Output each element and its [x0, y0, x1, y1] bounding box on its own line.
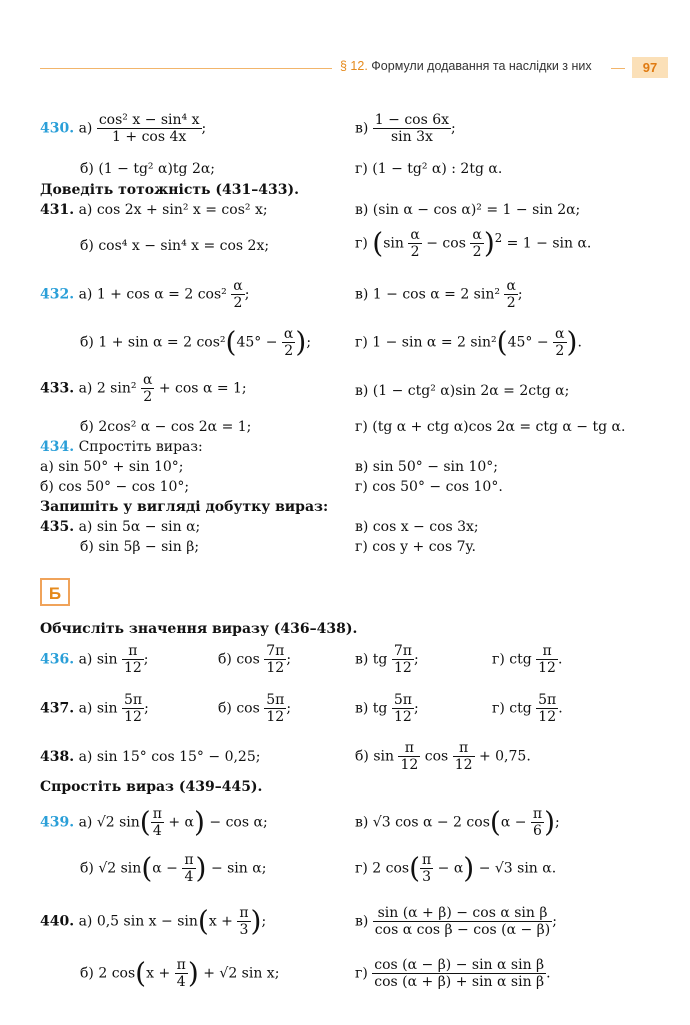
problem-435-b: б) sin 5β − sin β;: [80, 539, 200, 555]
problem-431-v: в) (sin α − cos α)² = 1 − sin 2α;: [355, 202, 581, 218]
problem-435-v: в) cos x − cos 3x;: [355, 519, 479, 535]
problem-430-b: б) (1 − tg² α)tg 2α;: [80, 161, 216, 177]
instruction-439-445: Спростіть вираз (439–445).: [40, 779, 263, 795]
problem-434-g: г) cos 50° − cos 10°.: [355, 479, 503, 495]
problem-431-b: б) cos⁴ x − sin⁴ x = cos 2x;: [80, 238, 270, 254]
problem-435-g: г) cos y + cos 7y.: [355, 539, 477, 555]
problem-436-v: в) tg $\frac{7\pi}{12}$ ;: [355, 643, 419, 676]
problem-433-g: г) (tg α + ctg α)cos 2α = ctg α − tg α.: [355, 419, 626, 435]
problem-433-a: 433. а) 2 sin² $\frac{\alpha}{2}$ + cos α = 1;: [40, 372, 247, 405]
problem-434-a: а) sin 50° + sin 10°;: [40, 459, 184, 475]
section-number: § 12.: [340, 59, 368, 73]
problem-432-a: 432. а) 1 + cos α = 2 cos² $\frac{\alpha}{2}$ ;: [40, 278, 250, 311]
problem-436-g: г) ctg $\frac{\pi}{12}$ .: [492, 643, 563, 676]
problem-432-b: б) 1 + sin α = 2 cos²(45° − $\frac{\alpha}{2}$ );: [80, 325, 312, 359]
problem-433-b: б) 2cos² α − cos 2α = 1;: [80, 419, 252, 435]
problem-439-a: 439. а) √2 sin( $\frac{\pi}{4}$ + α) − cos α;: [40, 805, 268, 839]
problem-438-b: б) sin $\frac{\pi}{12}$ cos $\frac{\pi}{12}$ + 0,75.: [355, 740, 531, 773]
fraction: $\frac{1 - \cos 6x}{\sin 3x}$: [374, 112, 450, 145]
running-header: [340, 59, 592, 73]
problem-438-a: 438. а) sin 15° cos 15° − 0,25;: [40, 749, 261, 765]
problem-440-v: в) $\frac{\text{sin (α + β) − cos α sin β}}{\text{cos α cos β − cos (α − β)}}$ ;: [355, 905, 557, 938]
problem-430-v: в) $\frac{1 - \cos 6x}{\sin 3x}$ ;: [355, 112, 456, 145]
problem-440-a: 440. а) 0,5 sin x − sin(x + $\frac{\pi}{3}$ );: [40, 904, 267, 938]
problem-433-v: в) (1 − ctg² α)sin 2α = 2ctg α;: [355, 383, 570, 399]
problem-440-b: б) 2 cos(x + $\frac{\pi}{4}$ ) + √2 sin x;: [80, 956, 280, 990]
problem-number: 430.: [40, 120, 75, 137]
instruction-431-433: Доведіть тотожність (431–433).: [40, 182, 299, 198]
page-number: 97: [632, 57, 668, 78]
problem-439-v: в) √3 cos α − 2 cos(α − $\frac{\pi}{6}$ );: [355, 805, 560, 839]
problem-432-v: в) 1 − cos α = 2 sin² $\frac{\alpha}{2}$ ;: [355, 278, 523, 311]
problem-431-a: 431. а) cos 2x + sin² x = cos² x;: [40, 202, 268, 218]
problem-437-a: 437. а) sin $\frac{5\pi}{12}$ ;: [40, 692, 149, 725]
problem-436-b: б) cos $\frac{7\pi}{12}$ ;: [218, 643, 292, 676]
problem-434-title: 434. Спростіть вираз:: [40, 439, 203, 455]
problem-437-g: г) ctg $\frac{5\pi}{12}$ .: [492, 692, 563, 725]
problem-434-v: в) sin 50° − sin 10°;: [355, 459, 499, 475]
problem-430-a: 430. а) $\frac{\text{cos² x − sin⁴ x}}{1 + \cos 4x}$ ;: [40, 112, 207, 145]
header-rule: [40, 68, 332, 69]
fraction: $\frac{\text{cos² x − sin⁴ x}}{1 + \cos 4x}$: [98, 112, 200, 145]
section-title: Формули додавання та наслідки з них: [371, 59, 592, 73]
problem-436-a: 436. а) sin $\frac{\pi}{12}$ ;: [40, 643, 149, 676]
problem-432-g: г) 1 − sin α = 2 sin²(45° − $\frac{\alpha}{2}$ ).: [355, 325, 582, 359]
problem-439-b: б) √2 sin(α − $\frac{\pi}{4}$ ) − sin α;: [80, 851, 267, 885]
problem-437-b: б) cos $\frac{5\pi}{12}$ ;: [218, 692, 292, 725]
problem-440-g: г) $\frac{\text{cos (α − β) − sin α sin β}}{\text{cos (α + β) + sin α sin β}}$ .: [355, 957, 551, 990]
problem-435-a: 435. а) sin 5α − sin α;: [40, 519, 201, 535]
level-b-badge: Б: [40, 578, 70, 606]
problem-430-g: г) (1 − tg² α) : 2tg α.: [355, 161, 503, 177]
instruction-436-438: Обчисліть значення виразу (436–438).: [40, 621, 358, 637]
problem-431-g: г) (sin $\frac{\alpha}{2}$ − cos $\frac{\alpha}{2}$ )$^2$ = 1 − sin α.: [355, 226, 592, 260]
problem-434-b: б) cos 50° − cos 10°;: [40, 479, 190, 495]
problem-437-v: в) tg $\frac{5\pi}{12}$ ;: [355, 692, 419, 725]
instruction-435: Запишіть у вигляді добутку вираз:: [40, 499, 329, 515]
problem-439-g: г) 2 cos( $\frac{\pi}{3}$ − α) − √3 sin α.: [355, 851, 557, 885]
header-rule-right: [611, 68, 625, 69]
